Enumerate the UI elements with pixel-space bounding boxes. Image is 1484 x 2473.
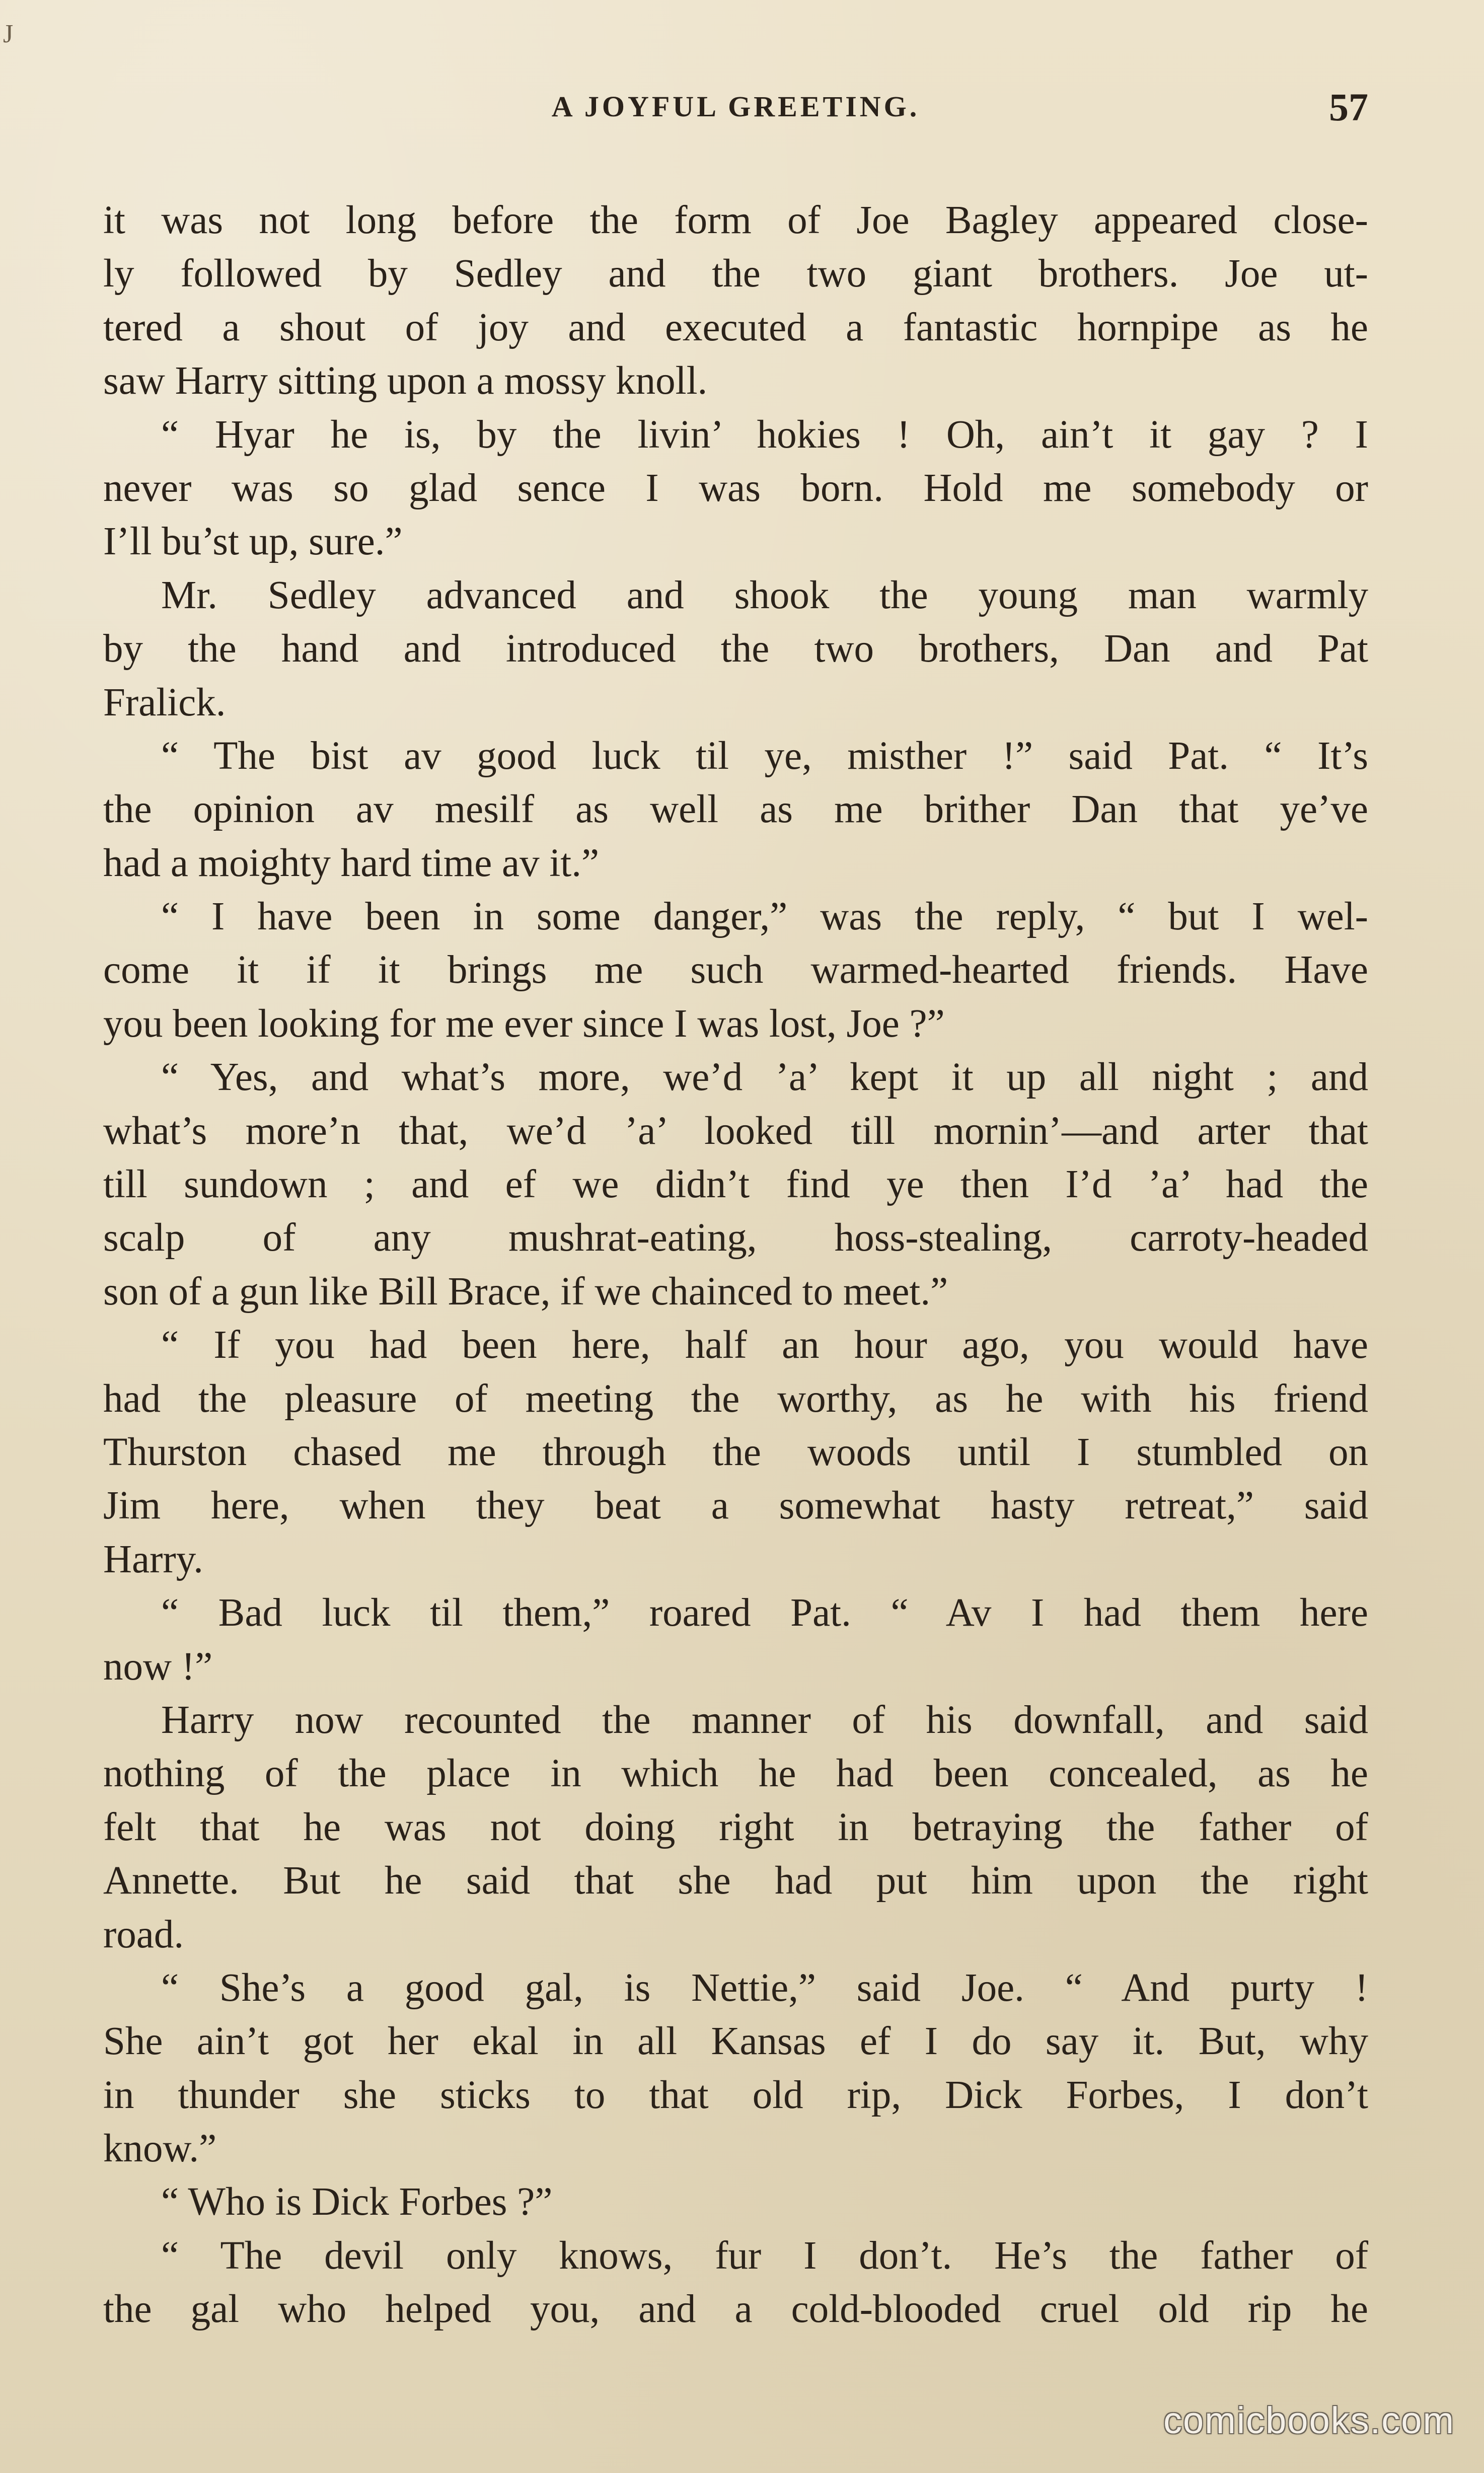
text-line: had a moighty hard time av it.”	[103, 841, 600, 885]
text-line: by the hand and introduced the two brothers, Dan and Pat	[103, 627, 1368, 671]
text-line: the opinion av mesilf as well as me brither Dan that ye’ve	[103, 787, 1368, 832]
text-line: know.”	[103, 2127, 217, 2171]
body-text	[103, 194, 1368, 2337]
text-line: ly followed by Sedley and the two giant brothers. Joe ut-	[103, 252, 1368, 296]
text-line: Mr. Sedley advanced and shook the young man warmly	[161, 573, 1368, 617]
watermark: comicbooks.com	[1163, 2399, 1455, 2441]
page-number: 57	[1329, 85, 1368, 129]
text-line: you been looking for me ever since I was lost, Joe ?”	[103, 1001, 945, 1046]
text-line: “ Yes, and what’s more, we’d ’a’ kept it up all night ; and	[161, 1055, 1368, 1100]
margin-mark: J	[3, 20, 14, 48]
text-line: Thurston chased me through the woods until I stumbled on	[103, 1430, 1368, 1474]
text-line: Harry.	[103, 1537, 203, 1581]
text-line: road.	[103, 1912, 184, 1956]
text-line: “ Bad luck til them,” roared Pat. “ Av I had them here	[161, 1591, 1368, 1635]
text-line: it was not long before the form of Joe Bagley appeared close-	[103, 198, 1368, 242]
text-line: “ The bist av good luck til ye, misther !” said Pat. “ It’s	[161, 734, 1368, 778]
text-line: “ The devil only knows, fur I don’t. He’s the father of	[161, 2233, 1368, 2278]
text-line: saw Harry sitting upon a mossy knoll.	[103, 359, 708, 403]
text-line: nothing of the place in which he had been concealed, as he	[103, 1752, 1368, 1796]
text-line: son of a gun like Bill Brace, if we chainced to meet.”	[103, 1269, 948, 1314]
text-line: Annette. But he said that she had put him upon the right	[103, 1859, 1368, 1903]
text-line: till sundown ; and ef we didn’t find ye then I’d ’a’ had the	[103, 1162, 1368, 1207]
text-line: “ I have been in some danger,” was the reply, “ but I wel-	[161, 895, 1368, 939]
text-line: the gal who helped you, and a cold-blooded cruel old rip he	[103, 2287, 1368, 2332]
text-line: “ If you had been here, half an hour ago, you would have	[161, 1323, 1368, 1367]
text-line: tered a shout of joy and executed a fantastic hornpipe as he	[103, 305, 1368, 349]
text-line: Harry now recounted the manner of his downfall, and said	[161, 1698, 1368, 1742]
running-title: A JOYFUL GREETING.	[551, 90, 920, 123]
text-line: come it if it brings me such warmed-hearted friends. Have	[103, 948, 1368, 992]
text-line: “ She’s a good gal, is Nettie,” said Joe. “ And purty !	[161, 1966, 1368, 2010]
text-line: Fralick.	[103, 680, 226, 724]
text-line: in thunder she sticks to that old rip, Dick Forbes, I don’t	[103, 2073, 1368, 2117]
text-line: “ Who is Dick Forbes ?”	[161, 2180, 553, 2224]
text-line: I’ll bu’st up, sure.”	[103, 520, 403, 564]
text-line: scalp of any mushrat-eating, hoss-stealing, carroty-headed	[103, 1216, 1368, 1260]
text-line: Jim here, when they beat a somewhat hasty retreat,” said	[103, 1484, 1368, 1528]
text-line: now !”	[103, 1644, 213, 1689]
text-line: never was so glad sence I was born. Hold me somebody or	[103, 466, 1368, 510]
text-line: “ Hyar he is, by the livin’ hokies ! Oh, ain’t it gay ? I	[161, 412, 1368, 457]
text-line: had the pleasure of meeting the worthy, as he with his friend	[103, 1376, 1368, 1421]
running-header	[103, 85, 1368, 140]
text-line: what’s more’n that, we’d ’a’ looked till mornin’—and arter that	[103, 1109, 1368, 1153]
text-line: felt that he was not doing right in betraying the father of	[103, 1805, 1368, 1849]
text-line: She ain’t got her ekal in all Kansas ef I do say it. But, why	[103, 2019, 1368, 2064]
